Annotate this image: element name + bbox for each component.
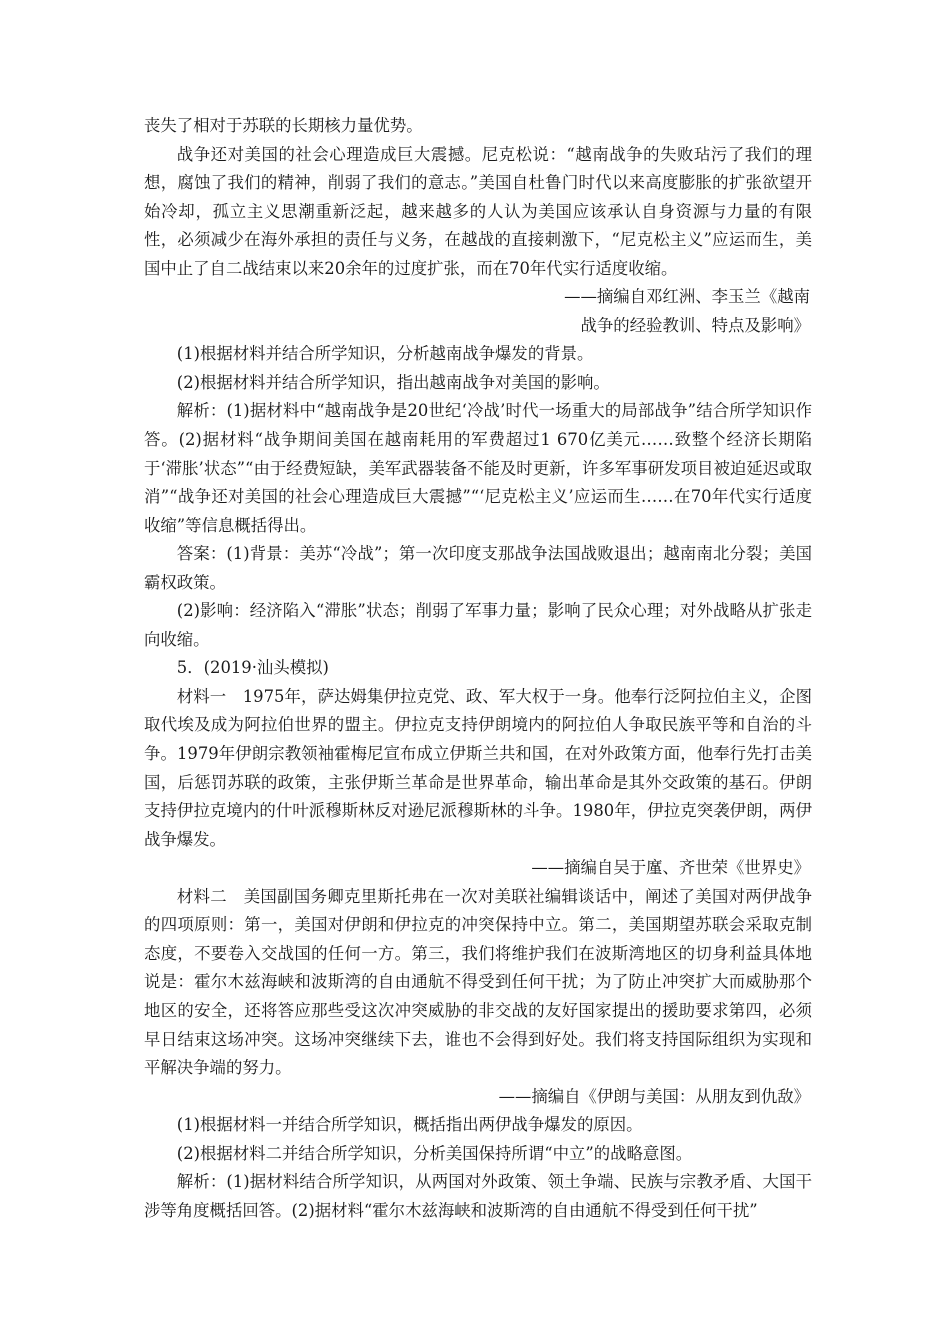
material: 材料二 美国副国务卿克里斯托弗在一次对美联社编辑谈话中，阐述了美国对两伊战争的四项原则：第一，美国对伊朗和伊拉克的冲突保持中立。第二，美国期望苏联会采取克制态度，不要卷入交战国的任何一方。第三，我们将维护我们在波斯湾地区的切身利益具体地说是：霍尔木兹海峡和波斯湾的自由通航不得受到任何干扰；为了防止冲突扩大而威胁那个地区的安全，还将答应那些受这次冲突威胁的非交战的友好国家提出的援助要求第四，必须早日结束这场冲突。这场冲突继续下去，谁也不会得到好处。我们将支持国际组织为实现和平解决争端的努力。	[144, 886, 812, 1078]
source-line: 战争的经验教训、特点及影响》	[580, 315, 810, 335]
question: (1)根据材料并结合所学知识，分析越南战争爆发的背景。	[176, 344, 594, 364]
source-line: ——摘编自邓红洲、李玉兰《越南	[564, 287, 810, 307]
question-heading: 5．(2019·汕头模拟)	[176, 658, 329, 678]
document-page	[144, 112, 812, 1225]
answer: (2)影响：经济陷入“滞胀”状态；削弱了军事力量；影响了民众心理；对外战略从扩张走向收缩。	[144, 601, 812, 649]
paragraph: 丧失了相对于苏联的长期核力量优势。	[144, 116, 423, 135]
material: 材料一 1975年，萨达姆集伊拉克党、政、军大权于一身。他奉行泛阿拉伯主义，企图取代埃及成为阿拉伯世界的盟主。伊拉克支持伊朗境内的阿拉伯人争取民族平等和自治的斗争。1979年伊朗宗教领袖霍梅尼宣布成立伊斯兰共和国，在对外政策方面，他奉行先打击美国，后惩罚苏联的政策，主张伊斯兰革命是世界革命，输出革命是其外交政策的基石。伊朗支持伊拉克境内的什叶派穆斯林反对逊尼派穆斯林的斗争。1980年，伊拉克突袭伊朗，两伊战争爆发。	[144, 686, 812, 849]
question: (1)根据材料一并结合所学知识，概括指出两伊战争爆发的原因。	[176, 1115, 643, 1135]
analysis: 解析：(1)据材料结合所学知识，从两国对外政策、领土争端、民族与宗教矛盾、大国干涉等角度概括回答。(2)据材料“霍尔木兹海峡和波斯湾的自由通航不得受到任何干扰”	[144, 1172, 812, 1220]
source-citation: ——摘编自《伊朗与美国：从朋友到仇敌》	[498, 1086, 810, 1106]
paragraph: 战争还对美国的社会心理造成巨大震撼。尼克松说：“越南战争的失败玷污了我们的理想，腐蚀了我们的精神，削弱了我们的意志。”美国自杜鲁门时代以来高度膨胀的扩张欲望开始冷却，孤立主义思潮重新泛起，越来越多的人认为美国应该承认自身资源与力量的有限性，必须减少在海外承担的责任与义务，在越战的直接刺激下，“尼克松主义”应运而生，美国中止了自二战结束以来20余年的过度扩张，而在70年代实行适度收缩。	[144, 144, 812, 278]
answer: 答案：(1)背景：美苏“冷战”；第一次印度支那战争法国战败退出；越南南北分裂；美国霸权政策。	[144, 544, 812, 592]
analysis: 解析：(1)据材料中“越南战争是20世纪‘冷战’时代一场重大的局部战争”结合所学知识作答。(2)据材料“战争期间美国在越南耗用的军费超过1 670亿美元……致整个经济长期陷于‘滞胀’状态”“由于经费短缺，美军武器装备不能及时更新，许多军事研发项目被迫延迟或取消”“战争还对美国的社会心理造成巨大震撼”“‘尼克松主义’应运而生……在70年代实行适度收缩”等信息概括得出。	[144, 401, 812, 535]
question: (2)根据材料并结合所学知识，指出越南战争对美国的影响。	[176, 372, 610, 392]
source-citation: ——摘编自吴于廑、齐世荣《世界史》	[531, 858, 810, 878]
source-citation	[144, 283, 812, 340]
question: (2)根据材料二并结合所学知识，分析美国保持所谓“中立”的战略意图。	[176, 1143, 693, 1163]
